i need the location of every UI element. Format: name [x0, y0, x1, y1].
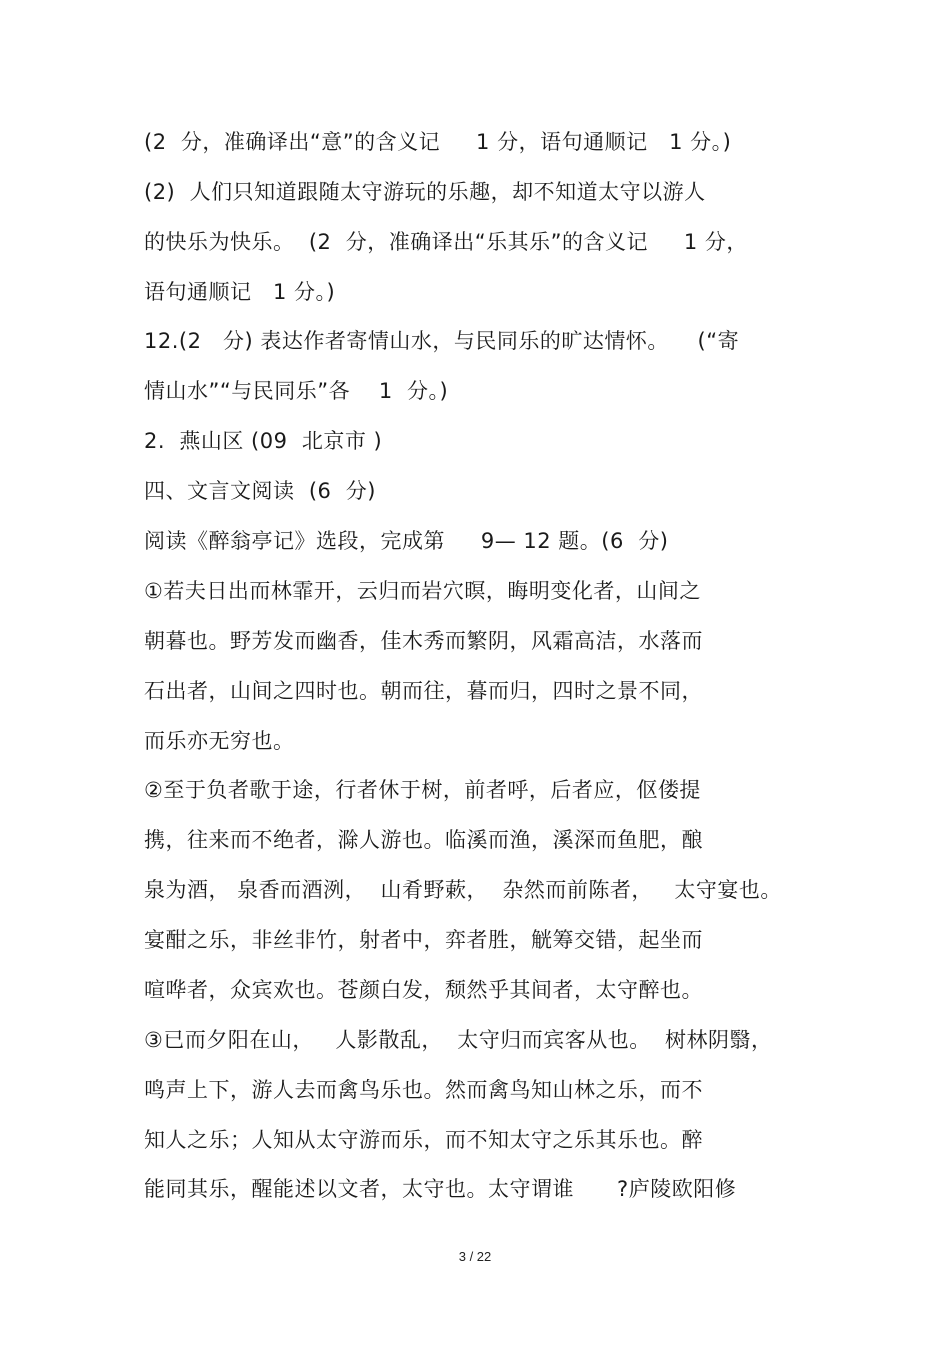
passage-line-13: 能同其乐，醒能述以文者，太守也。太守谓谁 ?庐陵欧阳修 — [144, 1177, 737, 1201]
text-line-6: 情山水”“与民同乐”各 1 分。) — [144, 379, 449, 403]
text-line-9: 阅读《醉翁亭记》选段，完成第 9— 12 题。(6 分) — [144, 529, 669, 553]
passage-line-11: 鸣声上下，游人去而禽鸟乐也。然而禽鸟知山林之乐，而不 — [144, 1078, 703, 1102]
text-line-2: (2) 人们只知道跟随太守游玩的乐趣，却不知道太守以游人 — [144, 180, 706, 204]
passage-line-6: 携，往来而不绝者，滁人游也。临溪而渔，溪深而鱼肥，酿 — [144, 828, 703, 852]
text-line-4: 语句通顺记 1 分。) — [144, 280, 336, 304]
passage-line-10: ③已而夕阳在山， 人影散乱， 太守归而宾客从也。 树林阴翳， — [144, 1028, 773, 1052]
passage-line-7: 泉为酒， 泉香而酒洌， 山肴野蔌， 杂然而前陈者， 太守宴也。 — [144, 878, 782, 902]
passage-line-1: ①若夫日出而林霏开，云归而岩穴暝，晦明变化者，山间之 — [144, 579, 701, 603]
passage-line-12: 知人之乐；人知从太守游而乐，而不知太守之乐其乐也。醉 — [144, 1128, 703, 1152]
text-line-3: 的快乐为快乐。 (2 分，准确译出“乐其乐”的含义记 1 分， — [144, 230, 748, 254]
passage-line-8: 宴酣之乐，非丝非竹，射者中，弈者胜，觥筹交错，起坐而 — [144, 928, 703, 952]
text-line-7: 2. 燕山区 (09 北京市 ) — [144, 429, 383, 453]
text-line-5: 12.(2 分) 表达作者寄情山水，与民同乐的旷达情怀。 (“寄 — [144, 329, 740, 353]
page-number: 3 / 22 — [458, 1249, 492, 1264]
passage-line-2: 朝暮也。野芳发而幽香，佳木秀而繁阴，风霜高洁，水落而 — [144, 629, 703, 653]
section-heading: 四、文言文阅读 (6 分) — [144, 479, 376, 503]
passage-line-4: 而乐亦无穷也。 — [144, 729, 295, 753]
text-line-1: (2 分，准确译出“意”的含义记 1 分，语句通顺记 1 分。) — [144, 130, 732, 154]
passage-line-3: 石出者，山间之四时也。朝而往，暮而归，四时之景不同， — [144, 679, 703, 703]
passage-line-9: 喧哗者，众宾欢也。苍颜白发，颓然乎其间者，太守醉也。 — [144, 978, 703, 1002]
passage-line-5: ②至于负者歌于途，行者休于树，前者呼，后者应，伛偻提 — [144, 778, 701, 802]
